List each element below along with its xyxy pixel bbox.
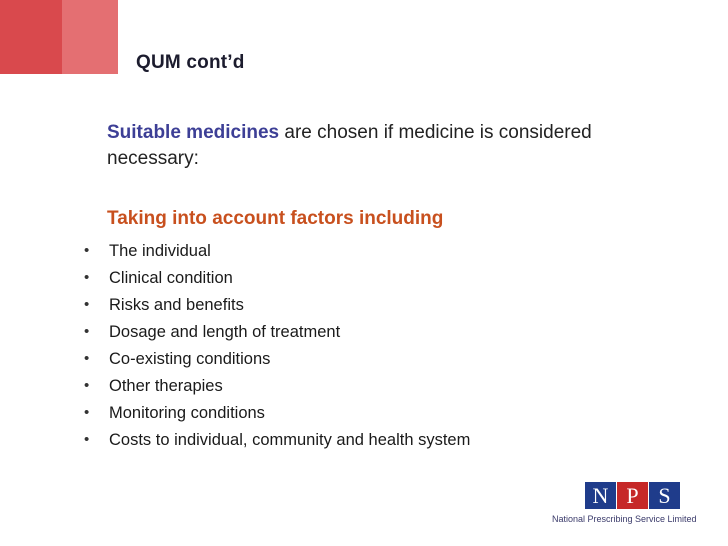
- bullet-icon: •: [84, 431, 90, 448]
- logo-caption: National Prescribing Service Limited: [552, 514, 697, 524]
- logo-letter-n: N: [585, 482, 616, 509]
- list-item: [84, 349, 470, 376]
- list-item: [84, 241, 470, 268]
- list-item-text: The individual: [109, 242, 211, 260]
- corner-decoration: [0, 0, 118, 74]
- bullet-icon: •: [84, 296, 90, 313]
- list-item: [84, 268, 470, 295]
- intro-paragraph: [107, 120, 627, 172]
- list-item-text: Costs to individual, community and health system: [109, 431, 471, 449]
- nps-logo: [552, 482, 712, 526]
- bullet-icon: •: [84, 404, 90, 421]
- bullet-icon: •: [84, 377, 90, 394]
- list-item-text: Monitoring conditions: [109, 404, 265, 422]
- list-item-text: Other therapies: [109, 377, 223, 395]
- logo-letter-boxes: [585, 482, 680, 509]
- corner-decoration-inner: [0, 0, 62, 74]
- list-item-text: Co-existing conditions: [109, 350, 271, 368]
- intro-text: are chosen if medicine is considered necessary:: [107, 122, 592, 169]
- factors-heading: Taking into account factors including: [107, 208, 444, 229]
- list-item-text: Dosage and length of treatment: [109, 323, 341, 341]
- list-item-text: Clinical condition: [109, 269, 233, 287]
- bullet-icon: •: [84, 323, 90, 340]
- logo-letter-p: P: [617, 482, 648, 509]
- logo-letter-s: S: [649, 482, 680, 509]
- factors-list: [84, 241, 470, 457]
- bullet-icon: •: [84, 350, 90, 367]
- slide-title: QUM cont’d: [136, 52, 245, 73]
- list-item: [84, 403, 470, 430]
- list-item: [84, 322, 470, 349]
- bullet-icon: •: [84, 242, 90, 259]
- list-item-text: Risks and benefits: [109, 296, 244, 314]
- list-item: [84, 430, 470, 457]
- list-item: [84, 295, 470, 322]
- list-item: [84, 376, 470, 403]
- bullet-icon: •: [84, 269, 90, 286]
- intro-highlight: Suitable medicines: [107, 122, 280, 143]
